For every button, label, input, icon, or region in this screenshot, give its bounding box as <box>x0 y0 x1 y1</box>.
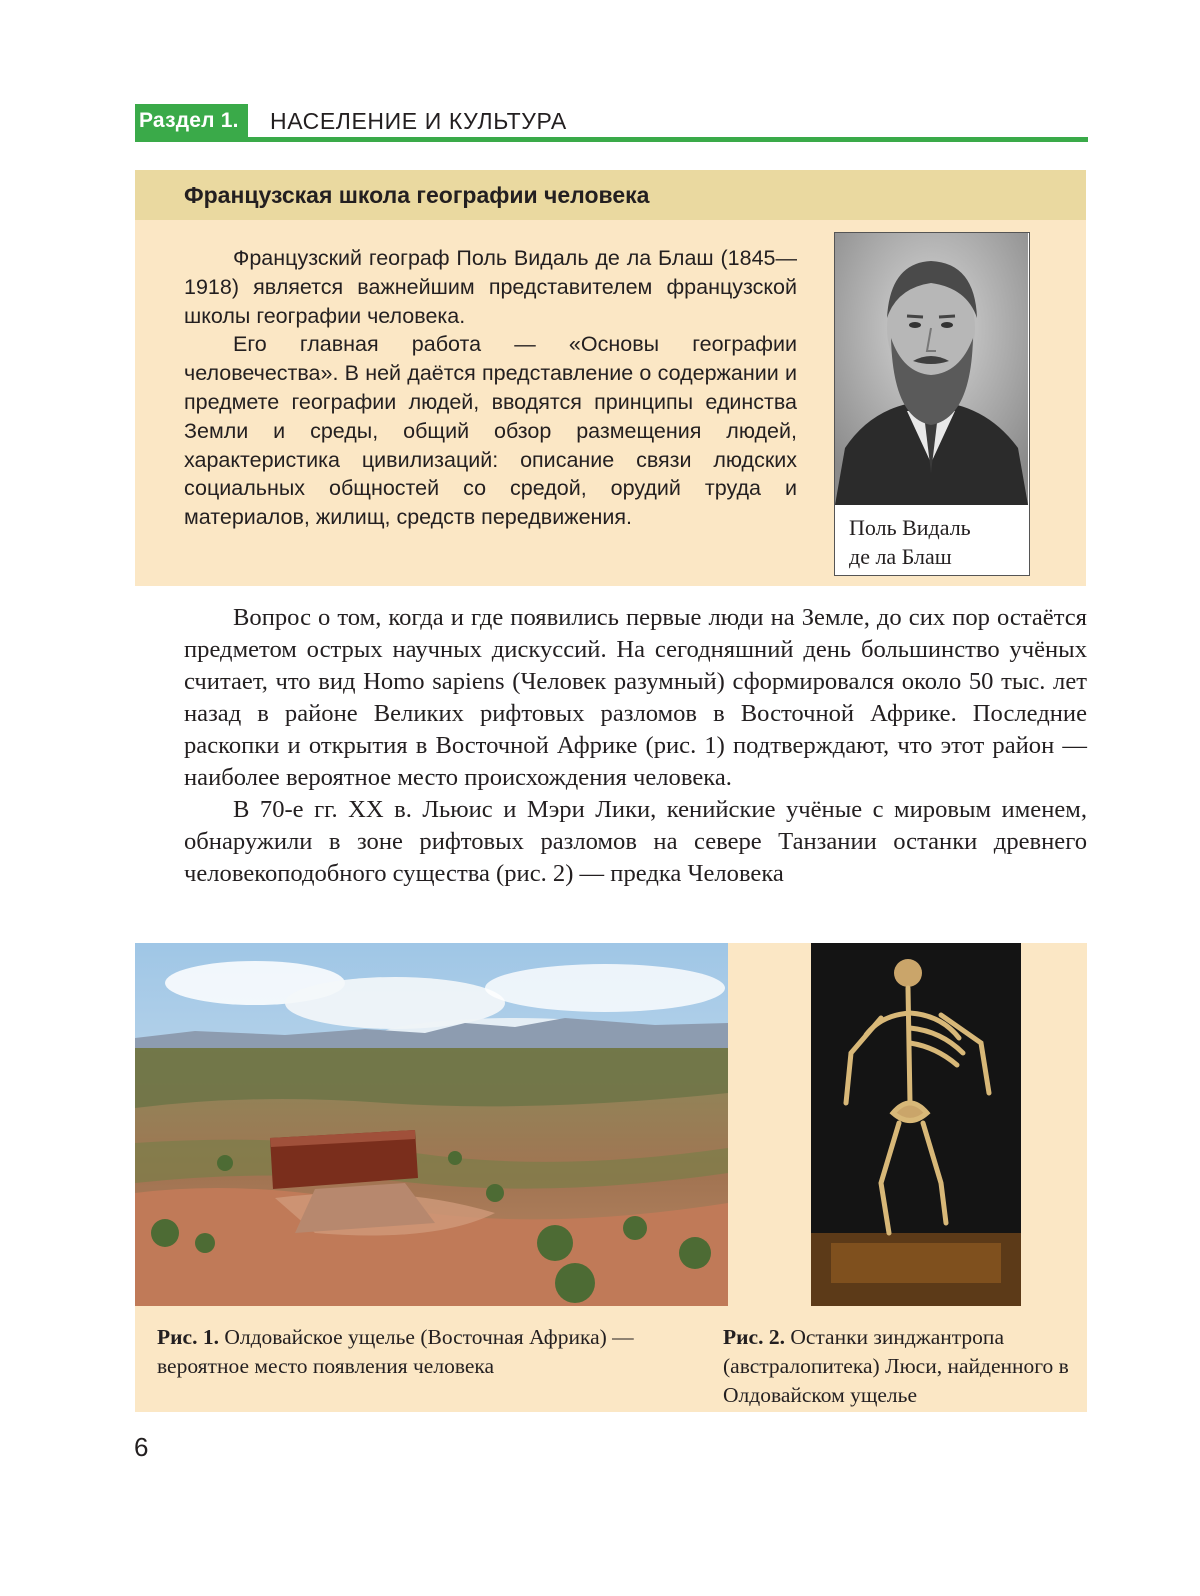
page-number: 6 <box>134 1432 149 1462</box>
section-header <box>135 104 1088 142</box>
figure-2-text: Останки зинджантропа (австралопитека) Люси, найденного в Олдовайском ущелье <box>723 1325 1069 1407</box>
figure-1-text: Олдовайское ущелье (Восточная Африка) — вероятное место появления человека <box>157 1325 634 1378</box>
lucy-skeleton-photo <box>811 943 1021 1306</box>
info-box-paragraph: Его главная работа — «Основы географии человечества». В ней даётся представление о содержании и предмете географии людей, вводятся принципы единства Земли и среды, общий обзор размещения людей, характеристика цивилизаций: описание связи людских социальных общностей со средой, орудий труда и материалов, жилищ, средств передвижения. <box>184 332 797 530</box>
info-box-paragraph: Французский географ Поль Видаль де ла Блаш (1845—1918) является важнейшим представителем французской школы географии человека. <box>184 246 797 328</box>
portrait-figure <box>834 232 1030 576</box>
main-text <box>184 602 1087 890</box>
header-rule <box>135 137 1088 142</box>
section-label: Раздел 1. <box>135 104 248 138</box>
figure-1-caption <box>157 1323 697 1381</box>
section-title: НАСЕЛЕНИЕ И КУЛЬТУРА <box>270 108 567 134</box>
portrait-photo <box>835 233 1028 505</box>
portrait-caption-line: Поль Видаль <box>849 515 971 540</box>
portrait-caption <box>849 513 971 571</box>
figure-2-caption <box>723 1323 1073 1410</box>
figures-panel <box>135 943 1087 1412</box>
main-paragraph: Вопрос о том, когда и где появились первые люди на Земле, до сих пор остаётся предметом острых научных дискуссий. На сегодняшний день большинство учёных считает, что вид Homo sapiens (Человек разумный) сформировался около 50 тыс. лет назад в районе Великих рифтовых разломов в Восточной Африке. Последние раскопки и открытия в Восточной Африке (рис. 1) подтверждают, что этот район — наиболее вероятное место происхождения человека. <box>184 604 1087 791</box>
figure-2-label: Рис. 2. <box>723 1325 785 1349</box>
main-paragraph: В 70-е гг. XX в. Льюис и Мэри Лики, кенийские учёные с мировым именем, обнаружили в зоне рифтовых разломов на севере Танзании останки древнего человекоподобного существа (рис. 2) — предка Человека <box>184 796 1087 887</box>
figure-1-label: Рис. 1. <box>157 1325 219 1349</box>
olduvai-gorge-photo <box>135 943 728 1306</box>
info-box-text <box>184 244 797 532</box>
info-box-title: Французская школа географии человека <box>184 182 650 208</box>
portrait-caption-line: де ла Блаш <box>849 544 952 569</box>
info-box-header <box>135 170 1086 220</box>
